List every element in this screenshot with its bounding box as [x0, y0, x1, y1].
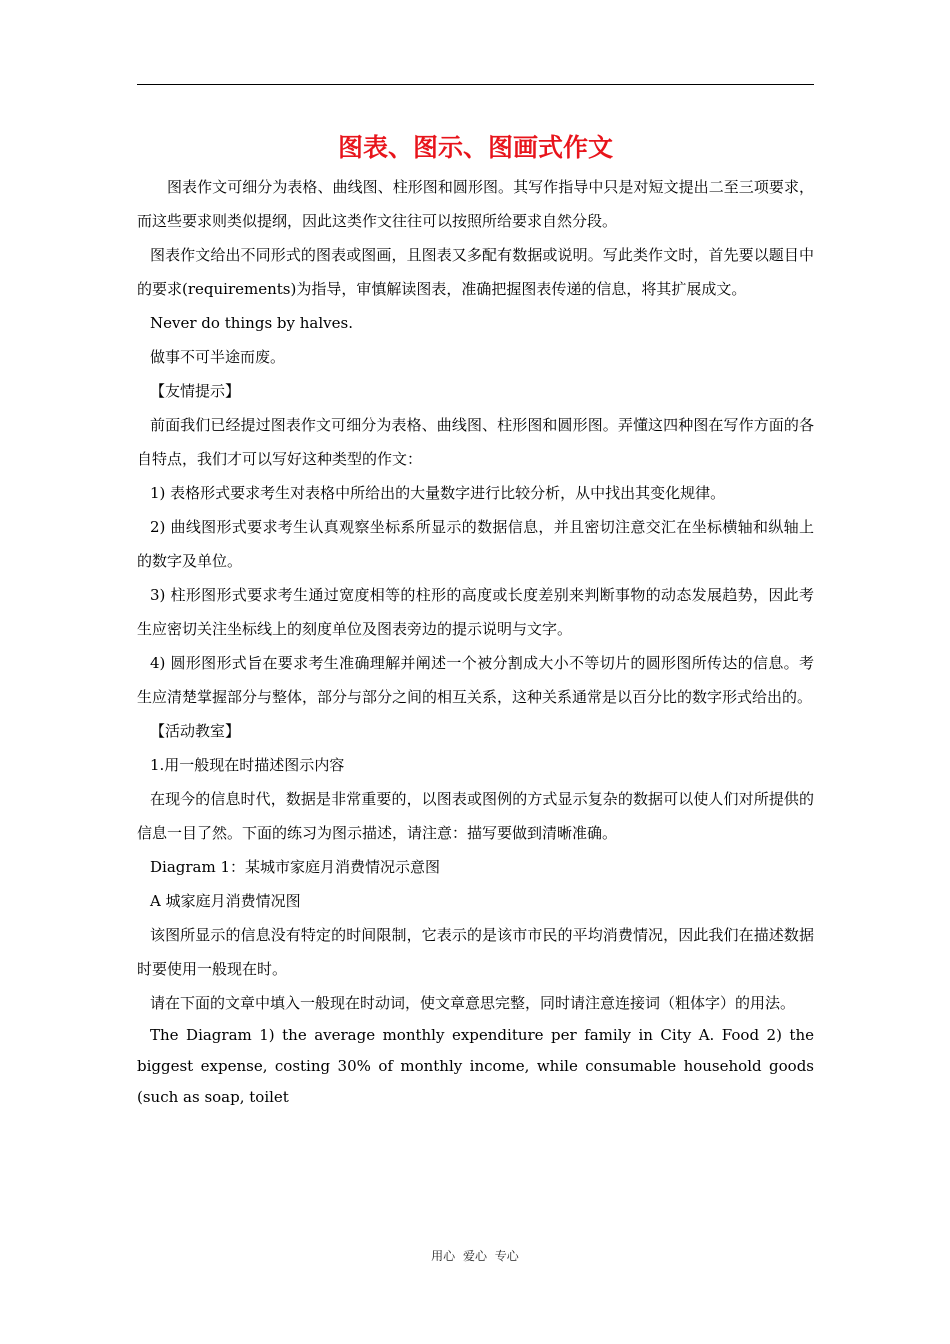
section-heading-classroom: 【活动教室】 [150, 722, 241, 740]
paragraph-tips-intro: 前面我们已经提过图表作文可细分为表格、曲线图、柱形图和圆形图。弄懂这四种图在写作方面的各自特点，我们才可以写好这种类型的作文： [137, 416, 814, 468]
diagram-caption: Diagram 1：某城市家庭月消费情况示意图 [150, 858, 441, 876]
list-item-pie-chart: 4) 圆形图形式旨在要求考生准确理解并阐述一个被分割成大小不等切片的圆形图所传达的信息。考生应清楚掌握部分与整体，部分与部分之间的相互关系，这种关系通常是以百分比的数字形式给出的。 [137, 654, 814, 706]
paragraph-requirements: 图表作文给出不同形式的图表或图画，且图表又多配有数据或说明。写此类作文时，首先要以题目中的要求(requirements)为指导，审慎解读图表，准确把握图表传递的信息，将其扩展成文。 [137, 246, 814, 298]
section-heading-tips: 【友情提示】 [150, 382, 241, 400]
paragraph-information-age: 在现今的信息时代，数据是非常重要的，以图表或图例的方式显示复杂的数据可以使人们对所提供的信息一目了然。下面的练习为图示描述，请注意：描写要做到清晰准确。 [137, 790, 814, 842]
page-footer: 用心 爱心 专心 [431, 1249, 519, 1263]
paragraph-exercise-instruction: 请在下面的文章中填入一般现在时动词，使文章意思完整，同时请注意连接词（粗体字）的用法。 [150, 994, 796, 1012]
paragraph-intro: 图表作文可细分为表格、曲线图、柱形图和圆形图。其写作指导中只是对短文提出二至三项要求，而这些要求则类似提纲，因此这类作文往往可以按照所给要求自然分段。 [137, 178, 814, 230]
document-title: 图表、图示、图画式作文 [337, 133, 613, 162]
paragraph-proverb-english: Never do things by halves. [150, 314, 353, 332]
list-item-bar-chart: 3) 柱形图形式要求考生通过宽度相等的柱形的高度或长度差别来判断事物的动态发展趋势，因此考生应密切关注坐标线上的刻度单位及图表旁边的提示说明与文字。 [137, 586, 814, 638]
list-item-line-chart: 2) 曲线图形式要求考生认真观察坐标系所显示的数据信息，并且密切注意交汇在坐标横轴和纵轴上的数字及单位。 [137, 518, 814, 570]
header-rule [137, 84, 814, 85]
paragraph-exercise-text: The Diagram 1) the average monthly expenditure per family in City A. Food 2) the biggest expense, costing 30% of monthly income, while consumable household goods (such as soap, toilet [137, 1026, 814, 1106]
paragraph-proverb-chinese: 做事不可半途而废。 [150, 348, 286, 366]
list-item-table: 1) 表格形式要求考生对表格中所给出的大量数字进行比较分析，从中找出其变化规律。 [150, 484, 726, 502]
diagram-subcaption: A 城家庭月消费情况图 [150, 892, 301, 910]
document-body [137, 170, 814, 1113]
paragraph-diagram-explanation: 该图所显示的信息没有特定的时间限制，它表示的是该市市民的平均消费情况，因此我们在描述数据时要使用一般现在时。 [137, 926, 814, 978]
subheading-present-tense: 1.用一般现在时描述图示内容 [150, 756, 345, 774]
